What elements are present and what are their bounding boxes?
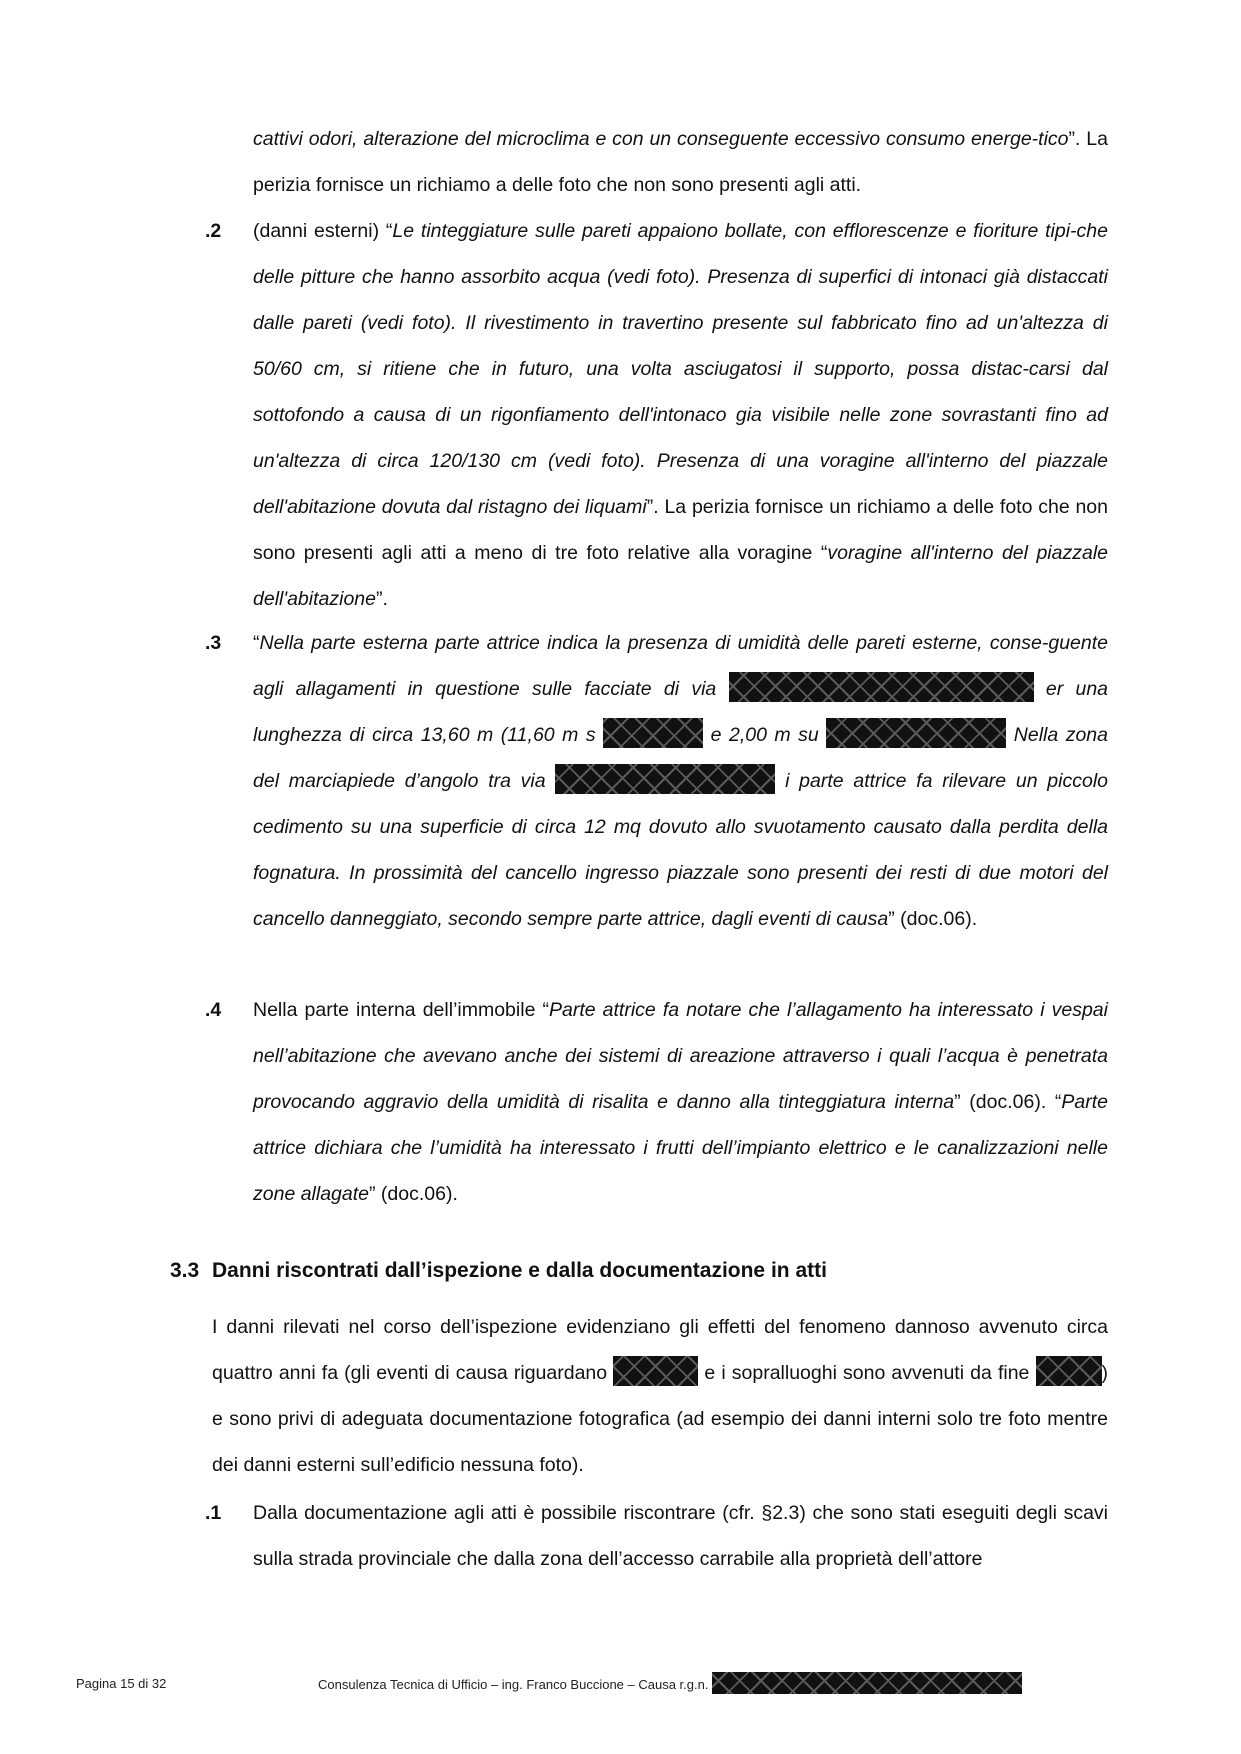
paragraph-text: I danni rilevati nel corso dell’ispezione evidenziano gli effetti del fenomeno dannoso avvenuto circa quattro anni fa (gli eventi di causa riguardano	[212, 1316, 1108, 1384]
quote-text: Nella parte esterna parte attrice indica la presenza di umidità delle pareti esterne, conse-guente agli allagamenti in questione sulle facciate di via	[253, 632, 1108, 700]
section-3-3-paragraph	[212, 1304, 1108, 1488]
item-lead: (danni esterni) “	[253, 220, 393, 242]
redaction-block	[729, 672, 1034, 702]
item-text: Dalla documentazione agli atti è possibile riscontrare (cfr. §2.3) che sono stati eseguiti degli scavi sulla strada provinciale che dalla zona dell’accesso carrabile alla proprietà dell’attore	[253, 1502, 1108, 1570]
quote-text: Parte attrice fa notare che l’allagamento ha interessato i vespai nell’abitazione che avevano anche dei sistemi di areazione attraverso i quali l’acqua è penetrata provocando aggravio della umidità di risalita e danno alla tinteggiatura interna	[253, 999, 1108, 1113]
redaction-block	[613, 1356, 698, 1386]
paragraph-continuation	[253, 116, 1108, 208]
item-4-paragraph	[253, 987, 1108, 1217]
item-number: .3	[205, 632, 222, 654]
item-number: .4	[205, 999, 222, 1021]
item-text: ” (doc.06). “	[954, 1091, 1062, 1113]
item-text: ” (doc.06).	[888, 908, 978, 930]
footer-center	[318, 1672, 1022, 1697]
quote-text: voragine all'interno del piazzale dell'abitazione	[253, 542, 1108, 610]
item-3-paragraph	[253, 620, 1108, 942]
redaction-block	[826, 718, 1006, 748]
section-heading	[170, 1256, 827, 1286]
quote-text: cattivi odori, alterazione del microclima e con un conseguente eccessivo consumo energe-tico	[253, 128, 1069, 150]
item-text: ”. La perizia fornisce un richiamo a delle foto che non sono presenti agli atti a meno di tre foto relative alla voragine “	[253, 496, 1108, 564]
item-2-paragraph	[253, 208, 1108, 622]
item-text: ” (doc.06).	[369, 1183, 458, 1205]
quote-text: i parte attrice fa rilevare un piccolo cedimento su una superficie di circa 12 mq dovuto allo svuotamento causato dalla perdita della fognatura. In prossimità del cancello ingresso piazzale sono presenti dei resti di due motori del cancello danneggiato, secondo sempre parte attrice, dagli eventi di causa	[253, 770, 1108, 930]
paragraph-text: e i sopralluoghi sono avvenuti da fine	[704, 1362, 1030, 1384]
quote-text: Nella zona del marciapiede d’angolo tra via	[253, 724, 1108, 792]
quote-text: Le tinteggiature sulle pareti appaiono bollate, con efflorescenze e fioriture tipi-che delle pitture che hanno assorbito acqua (vedi foto). Presenza di superfici di intonaci già distaccati dalle pareti (vedi foto). Il rivestimento in travertino presente sul fabbricato fino ad un'altezza di 50/60 cm, si ritiene che in futuro, una volta asciugatosi il supporto, possa distac-carsi dal sottofondo a causa di un rigonfiamento dell'intonaco gia visibile nelle zone sovrastanti fino ad un'altezza di circa 120/130 cm (vedi foto). Presenza di una voragine all'interno del piazzale dell'abitazione dovuta dal ristagno dei liquami	[253, 220, 1108, 518]
section-number: 3.3	[170, 1259, 200, 1282]
quote-text: e 2,00 m su	[710, 724, 819, 746]
quote-text: er una lunghezza di circa 13,60 m (11,60 m s	[253, 678, 1109, 746]
item-1-paragraph	[253, 1490, 1108, 1582]
item-lead: Nella parte interna dell’immobile “	[253, 999, 549, 1021]
paragraph-text: ) e sono privi di adeguata documentazione fotografica (ad esempio dei danni interni solo tre foto mentre dei danni esterni sull’edificio nessuna foto).	[212, 1362, 1109, 1476]
item-text: ”.	[375, 588, 388, 610]
footer-text: Consulenza Tecnica di Ufficio – ing. Franco Buccione – Causa r.g.n.	[318, 1677, 709, 1692]
paragraph-text: ”. La perizia fornisce un richiamo a delle foto che non sono presenti agli atti.	[253, 128, 1108, 196]
quote-text: Parte attrice dichiara che l’umidità ha interessato i frutti dell’impianto elettrico e le canalizzazioni nelle zone allagate	[253, 1091, 1108, 1205]
section-title: Danni riscontrati dall’ispezione e dalla documentazione in atti	[212, 1259, 827, 1282]
quote-mark: “	[253, 632, 260, 654]
item-number: .2	[205, 220, 222, 242]
redaction-block	[555, 764, 775, 794]
item-number: .1	[205, 1502, 222, 1524]
redaction-block	[603, 718, 703, 748]
footer-page-number: Pagina 15 di 32	[76, 1676, 167, 1691]
redaction-block	[712, 1672, 1022, 1694]
redaction-block	[1036, 1356, 1102, 1386]
